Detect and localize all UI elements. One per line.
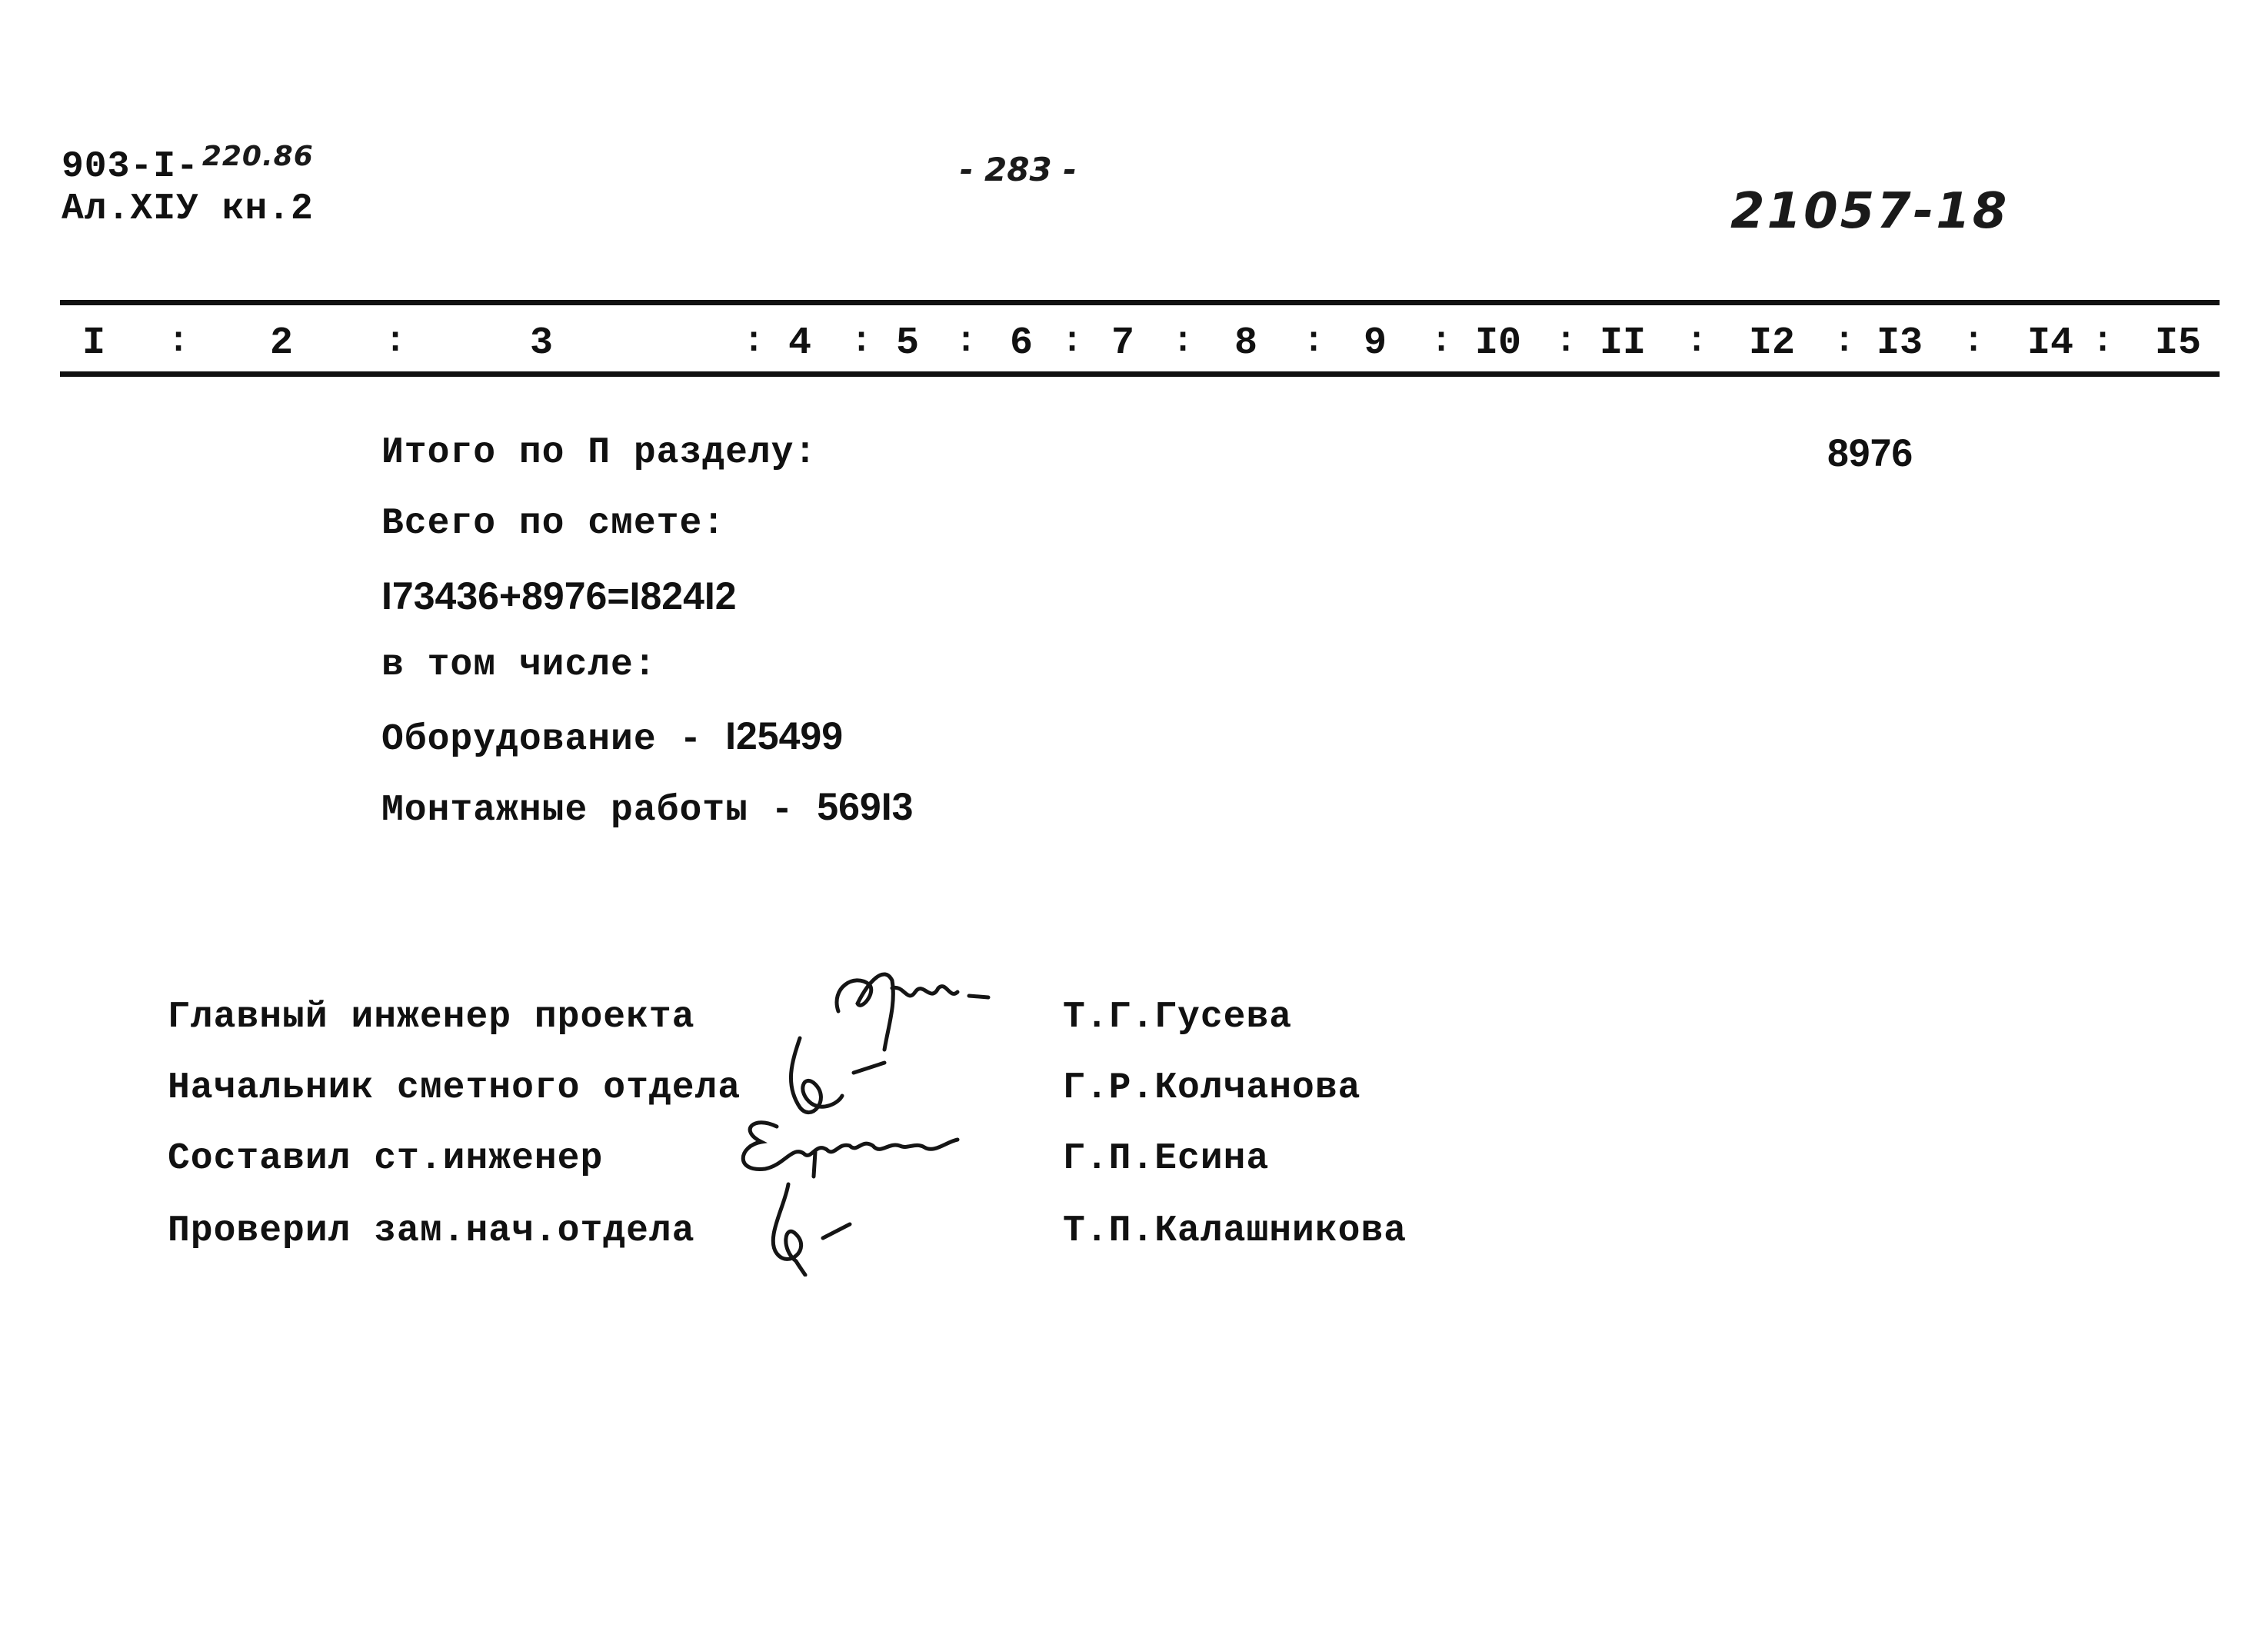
signatory-name: Т.П.Калашникова bbox=[1063, 1210, 1407, 1252]
installation-label: Монтажные работы - bbox=[381, 790, 794, 831]
column-separator: : bbox=[1686, 321, 1707, 361]
column-separator: : bbox=[1061, 321, 1083, 361]
column-number: 6 bbox=[1009, 321, 1034, 365]
column-number: I5 bbox=[2154, 321, 2202, 365]
column-separator: : bbox=[955, 321, 977, 361]
column-number: 8 bbox=[1234, 321, 1258, 365]
column-separator: : bbox=[168, 321, 189, 361]
column-number: I4 bbox=[2027, 321, 2074, 365]
column-separator: : bbox=[1303, 321, 1324, 361]
signatory-name: Г.П.Есина bbox=[1063, 1138, 1270, 1180]
signatory-role: Главный инженер проекта bbox=[168, 997, 695, 1038]
section-total-label: Итого по П разделу: bbox=[381, 432, 818, 474]
column-separator: : bbox=[2092, 321, 2113, 361]
installation-value: 569I3 bbox=[817, 785, 914, 828]
signatory-role: Проверил зам.нач.отдела bbox=[168, 1210, 695, 1252]
column-separator: : bbox=[1430, 321, 1452, 361]
column-number: 5 bbox=[895, 321, 920, 365]
column-separator: : bbox=[385, 321, 406, 361]
column-number: I2 bbox=[1748, 321, 1796, 365]
equipment-value: I25499 bbox=[725, 714, 844, 757]
column-number: 4 bbox=[788, 321, 812, 365]
column-separator: : bbox=[1833, 321, 1855, 361]
column-number: 9 bbox=[1363, 321, 1387, 365]
column-number: I3 bbox=[1876, 321, 1923, 365]
section-total-value: 8976 bbox=[1827, 431, 1913, 474]
estimate-total-formula: I73436+8976=I824I2 bbox=[381, 574, 737, 617]
album-reference: Ал.XIУ кн.2 bbox=[62, 188, 314, 230]
signature-kalashnikova bbox=[750, 1177, 888, 1277]
signatory-role: Составил ст.инженер bbox=[168, 1138, 604, 1180]
table-header-top-rule bbox=[60, 300, 2220, 305]
column-number: I0 bbox=[1474, 321, 1522, 365]
column-number: 7 bbox=[1111, 321, 1135, 365]
signatory-role: Начальник сметного отдела bbox=[168, 1067, 741, 1109]
equipment-label: Оборудование - bbox=[381, 719, 703, 761]
signatory-name: Т.Г.Гусева bbox=[1063, 997, 1293, 1038]
column-separator: : bbox=[1172, 321, 1194, 361]
estimate-total-label: Всего по смете: bbox=[381, 503, 726, 544]
document-code-prefix: 903-I- bbox=[62, 146, 199, 188]
page-number: - 283 - bbox=[960, 151, 1077, 188]
column-separator: : bbox=[743, 321, 764, 361]
column-number: I bbox=[82, 321, 106, 365]
signatory-name: Г.Р.Колчанова bbox=[1063, 1067, 1361, 1109]
archive-number: 21057-18 bbox=[1730, 183, 2010, 240]
table-header-bottom-rule bbox=[60, 371, 2220, 377]
column-separator: : bbox=[851, 321, 872, 361]
document-code-handwritten: 220.86 bbox=[201, 141, 314, 172]
document-code bbox=[62, 141, 314, 188]
installation-line bbox=[381, 784, 913, 831]
equipment-line bbox=[381, 714, 843, 761]
column-number: 3 bbox=[529, 321, 554, 365]
column-separator: : bbox=[1555, 321, 1577, 361]
column-number: 2 bbox=[269, 321, 294, 365]
including-label: в том числе: bbox=[381, 644, 657, 686]
column-number: II bbox=[1599, 321, 1647, 365]
column-separator: : bbox=[1963, 321, 1984, 361]
